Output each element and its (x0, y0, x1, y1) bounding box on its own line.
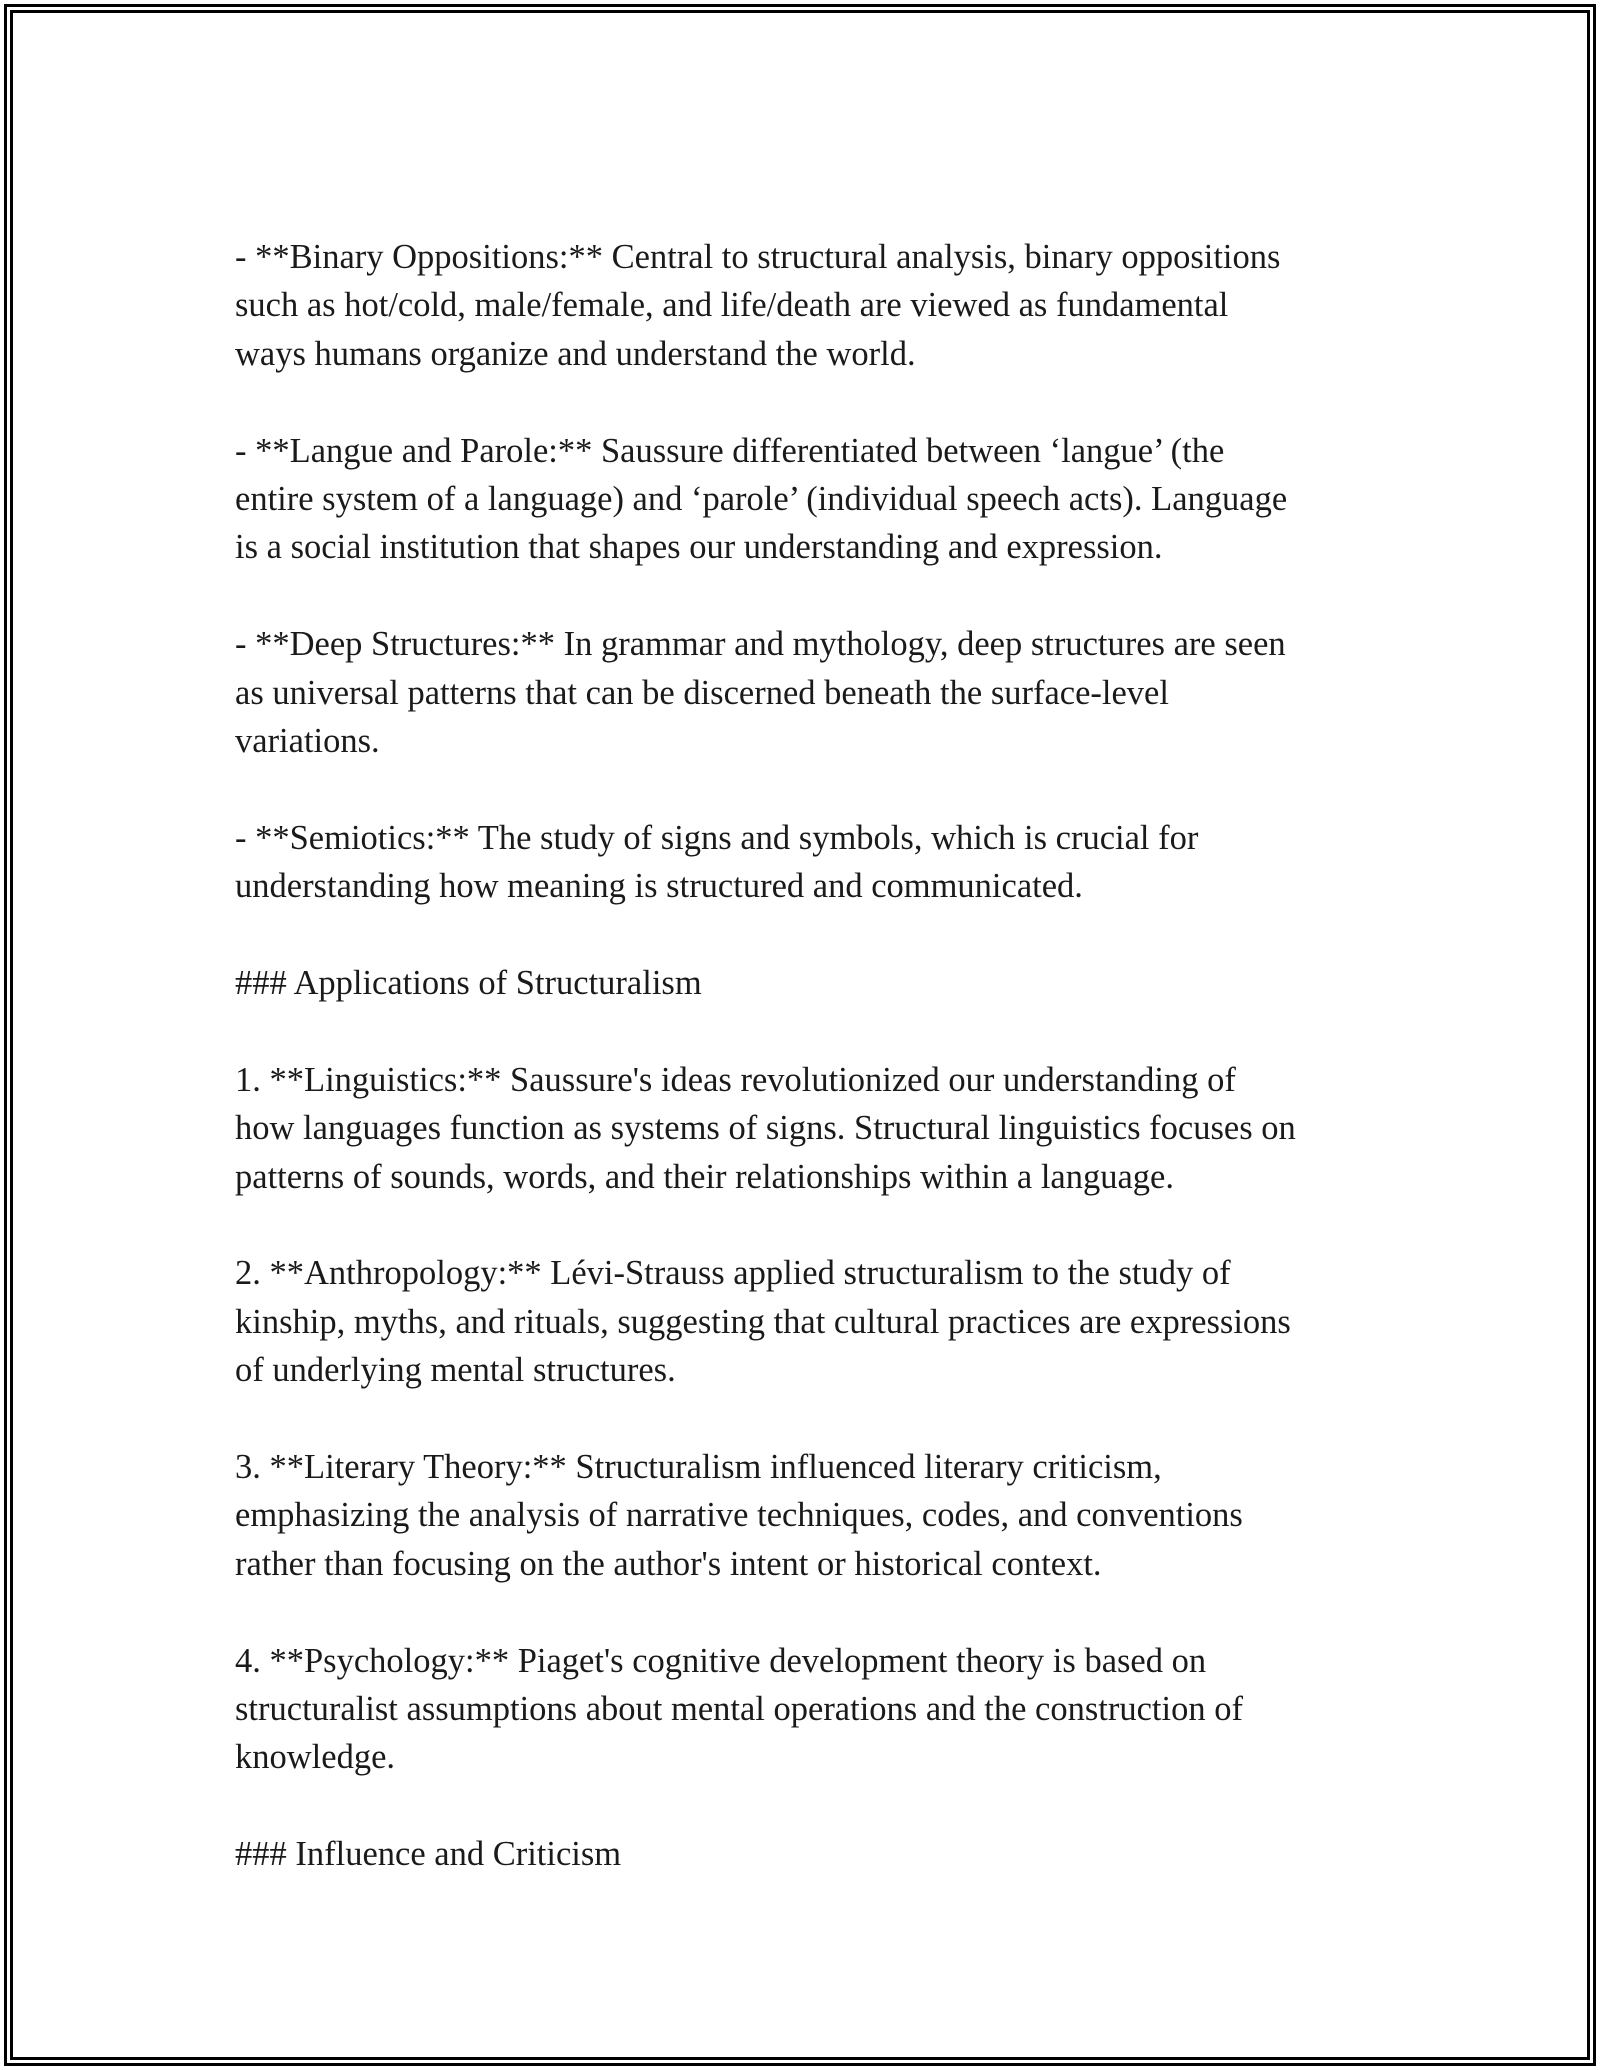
list-item-literary-theory: 3. **Literary Theory:** Structuralism influenced literary criticism, emphasizing the analysis of narrative techniques, codes, and conventions rather than focusing on the author's intent or historical context. (235, 1448, 1243, 1583)
list-item-psychology: 4. **Psychology:** Piaget's cognitive development theory is based on structuralist assumptions about mental operations and the construction of knowledge. (235, 1641, 1243, 1777)
list-item-anthropology: 2. **Anthropology:** Lévi-Strauss applied structuralism to the study of kinship, myths, and rituals, suggesting that cultural practices are expressions of underlying mental structures. (235, 1254, 1291, 1390)
heading-applications: ### Applications of Structuralism (235, 964, 702, 1003)
heading-influence-and-criticism: ### Influence and Criticism (235, 1835, 622, 1874)
bullet-semiotics: - **Semiotics:** The study of signs and symbols, which is crucial for understanding how meaning is structured and communicated. (235, 818, 1199, 906)
bullet-langue-and-parole: - **Langue and Parole:** Saussure differentiated between ‘langue’ (the entire system of a language) and ‘parole’ (individual speech acts). Language is a social institution that shapes our understanding and expression. (235, 431, 1288, 567)
document-body (235, 233, 1375, 1879)
bullet-binary-oppositions: - **Binary Oppositions:** Central to structural analysis, binary oppositions such as hot/cold, male/female, and life/death are viewed as fundamental ways humans organize and understand the world. (235, 238, 1281, 373)
list-item-linguistics: 1. **Linguistics:** Saussure's ideas revolutionized our understanding of how languages function as systems of signs. Structural linguistics focuses on patterns of sounds, words, and their relationships within a language. (235, 1060, 1296, 1196)
bullet-deep-structures: - **Deep Structures:** In grammar and mythology, deep structures are seen as universal patterns that can be discerned beneath the surface-level variations. (235, 625, 1286, 761)
